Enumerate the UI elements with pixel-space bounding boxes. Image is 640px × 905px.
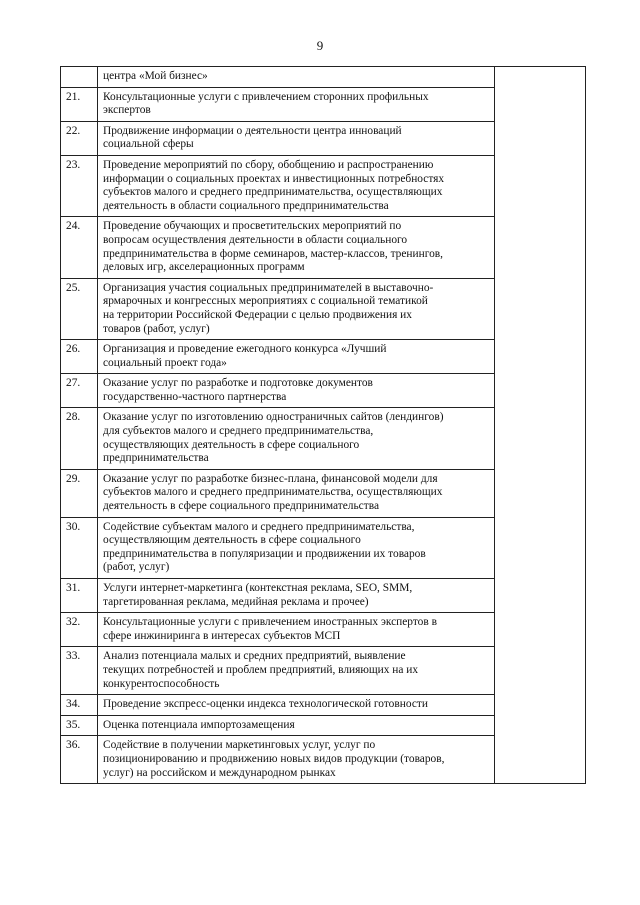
empty-cell bbox=[495, 736, 586, 784]
row-number: 29. bbox=[61, 469, 98, 517]
row-number: 34. bbox=[61, 695, 98, 716]
row-number: 36. bbox=[61, 736, 98, 784]
service-name: Организация и проведение ежегодного конкурса «Лучший социальный проект года» bbox=[98, 340, 495, 374]
table-row bbox=[61, 340, 586, 374]
service-name: Содействие субъектам малого и среднего предпринимательства, осуществляющим деятельность в сфере социального предпринимательства в популяризации и продвижении их товаров (работ, услуг) bbox=[98, 517, 495, 578]
table-row bbox=[61, 695, 586, 716]
row-number: 35. bbox=[61, 715, 98, 736]
service-name: Анализ потенциала малых и средних предприятий, выявление текущих потребностей и проблем предприятий, влияющих на их конкурентоспособность bbox=[98, 647, 495, 695]
service-name: Консультационные услуги с привлечением иностранных экспертов в сфере инжиниринга в интересах субъектов МСП bbox=[98, 613, 495, 647]
row-number: 28. bbox=[61, 408, 98, 469]
table-row bbox=[61, 155, 586, 216]
empty-cell bbox=[495, 695, 586, 716]
empty-cell bbox=[495, 278, 586, 339]
row-number: 33. bbox=[61, 647, 98, 695]
table-row bbox=[61, 469, 586, 517]
table-row bbox=[61, 374, 586, 408]
service-name: центра «Мой бизнес» bbox=[98, 67, 495, 88]
empty-cell bbox=[495, 67, 586, 88]
empty-cell bbox=[495, 155, 586, 216]
empty-cell bbox=[495, 469, 586, 517]
row-number: 32. bbox=[61, 613, 98, 647]
table-row bbox=[61, 217, 586, 278]
service-name: Оказание услуг по разработке и подготовке документов государственно-частного партнерства bbox=[98, 374, 495, 408]
row-number: 23. bbox=[61, 155, 98, 216]
service-name: Проведение экспресс-оценки индекса технологической готовности bbox=[98, 695, 495, 716]
service-name: Услуги интернет-маркетинга (контекстная реклама, SEO, SMM, таргетированная реклама, медийная реклама и прочее) bbox=[98, 579, 495, 613]
table-row bbox=[61, 87, 586, 121]
table-row bbox=[61, 278, 586, 339]
service-name: Оказание услуг по разработке бизнес-плана, финансовой модели для субъектов малого и среднего предпринимательства, осуществляющих деятельность в сфере социального предпринимательства bbox=[98, 469, 495, 517]
empty-cell bbox=[495, 517, 586, 578]
empty-cell bbox=[495, 715, 586, 736]
empty-cell bbox=[495, 217, 586, 278]
row-number: 26. bbox=[61, 340, 98, 374]
empty-cell bbox=[495, 647, 586, 695]
empty-cell bbox=[495, 408, 586, 469]
row-number: 24. bbox=[61, 217, 98, 278]
page-number: 9 bbox=[316, 38, 324, 53]
empty-cell bbox=[495, 613, 586, 647]
table-row bbox=[61, 67, 586, 88]
table-row bbox=[61, 736, 586, 784]
table-row bbox=[61, 613, 586, 647]
table-row bbox=[61, 647, 586, 695]
row-number: 31. bbox=[61, 579, 98, 613]
services-table bbox=[60, 66, 586, 784]
table-row bbox=[61, 121, 586, 155]
service-name: Содействие в получении маркетинговых услуг, услуг по позиционированию и продвижению новых видов продукции (товаров, услуг) на российском и международном рынках bbox=[98, 736, 495, 784]
row-number: 25. bbox=[61, 278, 98, 339]
table-row bbox=[61, 408, 586, 469]
row-number: 30. bbox=[61, 517, 98, 578]
row-number bbox=[61, 67, 98, 88]
empty-cell bbox=[495, 340, 586, 374]
table-row bbox=[61, 517, 586, 578]
service-name: Продвижение информации о деятельности центра инноваций социальной сферы bbox=[98, 121, 495, 155]
service-name: Организация участия социальных предпринимателей в выставочно- ярмарочных и конгрессных мероприятиях с социальной тематикой на территории Российской Федерации с целью продвижения их товаров (работ, услуг) bbox=[98, 278, 495, 339]
service-name: Проведение обучающих и просветительских мероприятий по вопросам осуществления деятельности в области социального предпринимательства в форме семинаров, мастер-классов, тренингов, деловых игр, акселерационных программ bbox=[98, 217, 495, 278]
row-number: 27. bbox=[61, 374, 98, 408]
service-name: Оценка потенциала импортозамещения bbox=[98, 715, 495, 736]
empty-cell bbox=[495, 87, 586, 121]
service-name: Оказание услуг по изготовлению одностраничных сайтов (лендингов) для субъектов малого и среднего предпринимательства, осуществляющих деятельность в сфере социального предпринимательства bbox=[98, 408, 495, 469]
row-number: 22. bbox=[61, 121, 98, 155]
service-name: Проведение мероприятий по сбору, обобщению и распространению информации о социальных проектах и инвестиционных потребностях субъектов малого и среднего предпринимательства, осуществляющих деятельность в области социального предпринимательства bbox=[98, 155, 495, 216]
table-row bbox=[61, 579, 586, 613]
empty-cell bbox=[495, 374, 586, 408]
table-row bbox=[61, 715, 586, 736]
empty-cell bbox=[495, 579, 586, 613]
service-name: Консультационные услуги с привлечением сторонних профильных экспертов bbox=[98, 87, 495, 121]
services-table-body bbox=[61, 67, 586, 784]
row-number: 21. bbox=[61, 87, 98, 121]
empty-cell bbox=[495, 121, 586, 155]
